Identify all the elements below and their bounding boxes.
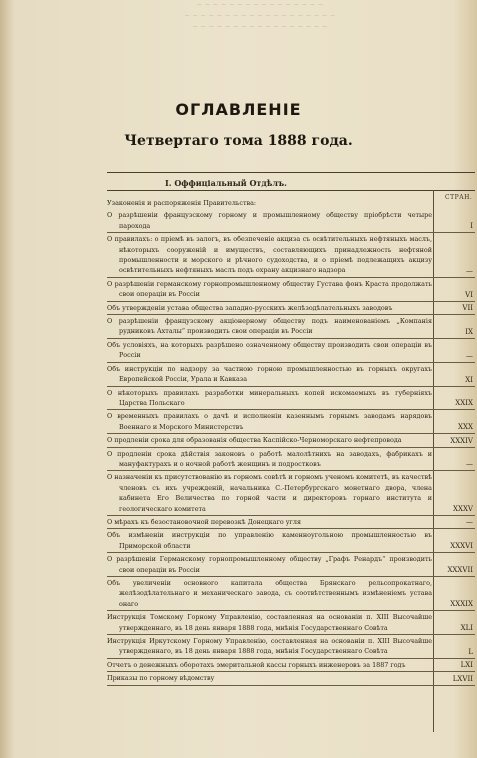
toc-entry-page: L — [468, 647, 473, 656]
toc-entry — [107, 672, 475, 685]
toc-entry-page: XI — [465, 375, 473, 384]
toc-entry-text: Объ утвержденіи устава общества западно-русскихъ желѣзодѣлательныхъ заводовъ — [107, 303, 393, 312]
top-rule — [107, 172, 475, 173]
toc-entry-text: О разрѣшеніи Германскому горнопромышленному обществу „Графъ Ренардъ“ производить свои операціи въ Россіи — [107, 555, 432, 574]
toc-entry — [107, 659, 475, 672]
toc-entry-page: XXXVII — [447, 566, 473, 574]
toc-entry — [107, 553, 475, 577]
toc-entry — [107, 278, 475, 302]
page-subtitle: Четвертаго тома 1888 года. — [124, 133, 353, 149]
toc-entry-text: Приказы по горному вѣдомству — [107, 674, 215, 683]
table-of-contents — [107, 197, 475, 686]
toc-entry — [107, 471, 475, 516]
toc-entry-page: — — [466, 460, 473, 469]
toc-entry-text: О нѣкоторыхъ правилахъ разработки минеральныхъ копей искомаемыхъ въ губерніяхъ Царства Польскаго — [107, 388, 432, 407]
toc-entry-page: — — [466, 351, 473, 360]
toc-entry-text: О разрѣшеніи французскому горному и промышленному обществу пріобрѣсти четыре парохода — [107, 211, 432, 230]
toc-entry — [107, 302, 475, 315]
toc-entry-text: О продленіи срока дѣйствія законовъ о работѣ малолѣтнихъ на заводахъ, фабрикахъ и мануфактурахъ и о ночной работѣ женщинъ и подростковъ — [107, 449, 432, 468]
toc-entry — [107, 635, 475, 659]
toc-entry-text: О разрѣшеніи германскому горнопромышленному обществу Густава фонъ Краста продолжать свои операціи въ Россіи — [107, 279, 432, 299]
toc-entry — [107, 363, 475, 387]
toc-entry-page: XXXV — [452, 504, 473, 513]
toc-entry — [107, 516, 475, 529]
toc-entry — [107, 577, 475, 611]
page-title: ОГЛАВЛЕНІЕ — [175, 100, 302, 119]
toc-entry-page: IX — [465, 327, 473, 336]
page-column-header: СТРАН. — [445, 194, 473, 201]
toc-entry — [107, 434, 475, 447]
toc-entry-text: О разрѣшеніи французскому акціонерному обществу подъ наименованіемъ „Компанія рудниковъ Ахталы“ производить свои операціи въ Россіи — [107, 317, 432, 336]
toc-entry-page: LXVII — [452, 674, 473, 683]
toc-entry-text: Объ инструкціи по надзору за частною горною промышленностью въ горныхъ округахъ Европейской Россіи, Урала и Кавказа — [107, 364, 432, 384]
toc-entry-text: Объ измѣненіи инструкціи по управленію каменноугольною промышленностью въ Приморской области — [107, 531, 432, 550]
toc-entry-page: XXX — [458, 423, 473, 432]
section-heading: I. Оффиціальный Отдѣлъ. — [165, 178, 287, 188]
toc-entry — [107, 339, 475, 363]
toc-entry-page: XXIX — [455, 399, 473, 408]
toc-entry-text: Инструкція Иркутскому Горному Управленію, составленная на основаніи п. XIII Высочайше утвержденнаго, въ 18 день января 1888 года, мнѣнія Государственнаго Совѣта — [107, 637, 432, 656]
header-rule — [107, 190, 475, 191]
toc-entry-text: Отчетъ о денежныхъ оборотахъ эмеритальной кассы горныхъ инженеровъ за 1887 годъ — [107, 660, 406, 669]
toc-entry — [107, 233, 475, 278]
toc-entry-page: XXXIX — [450, 600, 473, 609]
toc-entry-page: I — [470, 222, 473, 231]
toc-entry-text: О мѣрахъ къ безостановочной перевозкѣ Донецкаго угля — [107, 517, 302, 526]
toc-entry-page: — — [466, 518, 473, 527]
toc-entry — [107, 611, 475, 635]
toc-entry-page: — — [466, 266, 473, 275]
toc-entry-text: Объ условіяхъ, на которыхъ разрѣшено означенному обществу производить свои операціи въ Россіи — [107, 340, 432, 360]
toc-entry-text: О временныхъ правилахъ о дачѣ и исполненіи казеннымъ горнымъ заводамъ нарядовъ Военнаго и Морского Министерствъ — [107, 412, 432, 431]
toc-entry — [107, 209, 475, 233]
toc-entry-page: VI — [465, 290, 473, 299]
toc-entry-text: О продленіи срока для образованія общества Каспійско-Черноморскаго нефтепровода — [107, 436, 402, 445]
toc-entry — [107, 315, 475, 339]
toc-entry-text: Объ увеличеніи основного капитала общества Брянскаго рельсопрокатнаго, желѣзодѣлательнаго и механическаго завода, съ соотвѣтственнымъ измѣненіемъ устава онаго — [107, 579, 432, 608]
toc-entry-text: Инструкція Томскому Горному Управленію, составленная на основаніи п. XIII Высочайше утвержденнаго, въ 18 день января 1888 года, мнѣнія Государственнаго Совѣта — [107, 613, 432, 632]
toc-entry-text: О назначеніи къ присутствованію въ горномъ совѣтѣ и горномъ ученомъ комитетѣ, въ качествѣ членовъ съ ихъ учрежденій, начальника С.-Петербургскаго монетнаго двора, члена кабинета Его Величества по горной части и директоровъ горнаго института и геологическаго комитета — [107, 473, 433, 513]
toc-entry-page: VII — [462, 304, 473, 313]
toc-entry — [107, 387, 475, 411]
toc-entry-text: Узаконенія и распоряженія Правительства: — [107, 199, 257, 207]
toc-entry — [107, 197, 475, 209]
toc-entry — [107, 410, 475, 434]
toc-entry — [107, 448, 475, 472]
toc-entry-page: XLI — [460, 624, 473, 633]
toc-entry-page: XXXVI — [450, 542, 473, 551]
bleed-through-text: ~ ~ ~ ~ ~ ~ ~ ~ ~ ~ ~ ~ ~ ~ ~ ~ ~ ~ ~ ~ ~ ~ ~ ~ ~ ~ ~ ~ ~ ~ ~ ~ ~ ~ ~ ~ ~ ~ ~ ~ ~ ~ ~ ~ ~ ~ ~ ~ ~ ~ ~ ~ — [184, 1, 336, 31]
toc-entry — [107, 529, 475, 553]
toc-entry-text: О правилахъ: о пріемѣ въ залогъ, въ обезпеченіе акциза съ освѣтительныхъ нефтяныхъ маслъ, нѣкоторыхъ сооруженій и имуществъ, составляющихъ принадлежность нефтяной промышленности и морского и рѣчного судоходства, и о пріемѣ подлежащихъ акцизу освѣтительныхъ нефтяныхъ маслъ подъ охрану акцизнаго надзора — [107, 235, 432, 275]
toc-entry-page: XXXIV — [450, 436, 473, 445]
toc-entry-page: LXI — [460, 661, 473, 670]
